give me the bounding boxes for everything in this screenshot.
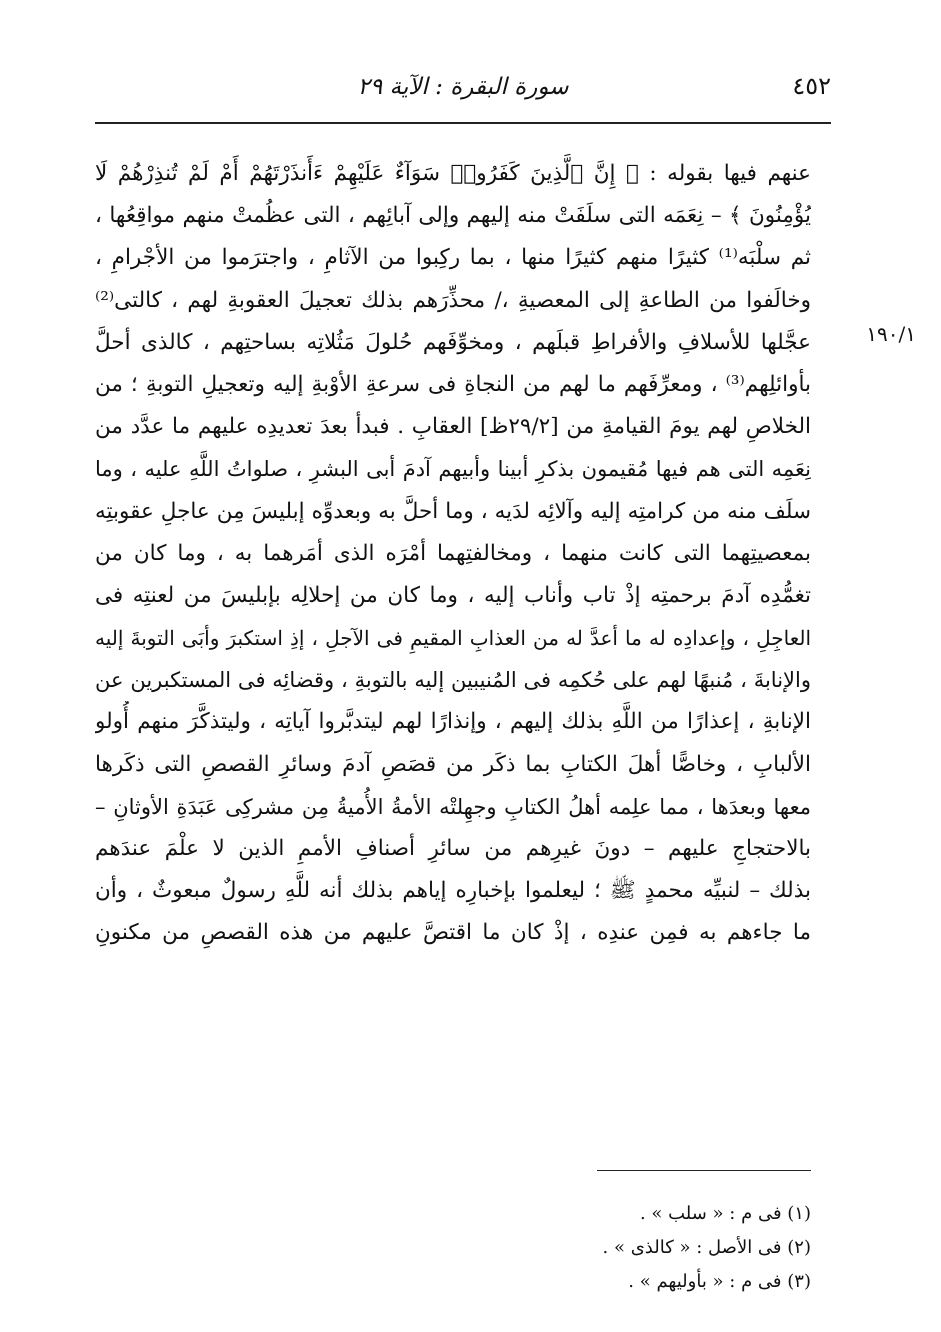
footnotes xyxy=(400,1197,811,1299)
text-line: ما جاءهم به فمِن عندِه ، إذْ كان ما اقتصَّ عليهم من هذه القصصِ من مكنونِ xyxy=(95,920,811,946)
text-line: الخلاصِ لهم يومَ القيامةِ من [٢٩/٢ظ] العقابِ . فبدأ بعدَ تعديدِه عليهم ما عدَّد من xyxy=(95,414,811,440)
text-line: بالاحتجاجِ عليهم – دونَ غيرِهم من سائرِ أصنافِ الأممِ الذين لا علْمَ عندَهم xyxy=(95,836,811,861)
text-line: والإنابةَ ، مُنبهًا لهم على حُكمِه فى المُنيبين إليه بالتوبةِ ، وقضائِه فى المستكبرين عن xyxy=(95,668,811,693)
footnote: (١) فى م : « سلب » . xyxy=(639,1203,811,1224)
text-line: الإنابةِ ، إعذارًا من اللَّهِ بذلك إليهم ، وإنذارًا لهم ليتدبَّروا آياتِه ، وليتذكَّرَ منهم أُولو xyxy=(95,709,811,735)
text-line: ثم سلْبَه⁽¹⁾ كثيرًا منهم كثيرًا منها ، بما ركِبوا من الآثامِ ، واجترَموا من الأجْرامِ ، xyxy=(95,245,811,271)
page-number: ٤٥٢ xyxy=(792,72,831,100)
text-line: معها وبعدَها ، مما علِمه أهلُ الكتابِ وجهِلتْه الأمةُ الأُميةُ مِن مشركِى عَبَدَةِ الأوثانِ – xyxy=(95,794,811,819)
text-line: تغمُّدِه آدمَ برحمتِه إذْ تاب وأناب إليه ، وما كان من إحلالِه بإبليسَ من لعنتِه فى xyxy=(95,582,811,608)
text-line: عجَّلها للأسلافِ والأفراطِ قبلَهم ، ومخوِّفَهم حُلولَ مَثُلاتِه بساحتِهم ، كالذى أحلَّ xyxy=(95,329,811,355)
text-line: نِعَمِه التى هم فيها مُقيمون بذكرِ أبينا وأبيهم آدمَ أبى البشرِ ، صلواتُ اللَّهِ عليه ، وما xyxy=(95,457,811,482)
text-line: بأوائلِهم⁽³⁾ ، ومعرِّفَهم ما لهم من النجاةِ فى سرعةِ الأوْبةِ إليه وتعجيلِ التوبةِ ؛ من xyxy=(95,371,811,397)
footnote-divider xyxy=(597,1170,811,1171)
footnote: (٢) فى الأصل : « كالذى » . xyxy=(602,1237,811,1258)
text-line: وخالَفوا من الطاعةِ إلى المعصيةِ ،/ محذِّرَهم بذلك تعجيلَ العقوبةِ لهم ، كالتى⁽²⁾ xyxy=(95,287,811,313)
text-line: العاجِلِ ، وإعدادِه له ما أعدَّ له من العذابِ المقيمِ فى الآجلِ ، إذِ استكبرَ وأبَى التوبةَ إليه xyxy=(95,626,811,651)
text-line: عنهم فيها بقوله : ﴿ إِنَّ ٱلَّذِينَ كَفَرُوا۟ سَوَآءٌ عَلَيْهِمْ ءَأَنذَرْتَهُمْ أَمْ لَمْ تُنذِرْهُمْ لَا xyxy=(95,161,811,186)
margin-reference: ١٩٠/١ xyxy=(866,322,916,346)
running-title: سورة البقرة : الآية ٢٩ xyxy=(357,74,569,100)
text-line: يُؤْمِنُونَ ﴾ – نِعَمَه التى سلَفَتْ منه إليهم وإلى آبائِهم ، التى عظُمتْ منهم مواقِعُها ، xyxy=(95,203,811,229)
header-divider xyxy=(95,122,831,124)
text-line: بمعصيتِهما التى كانت منهما ، ومخالفتِهما أمْرَه الذى أمَرهما به ، وما كان من xyxy=(95,540,811,566)
footnote: (٣) فى م : « بأوليهم » . xyxy=(628,1271,811,1292)
text-line: بذلك – لنبيِّه محمدٍ ﷺ ؛ ليعلموا بإخبارِه إياهم بذلك أنه للَّهِ رسولٌ مبعوثٌ ، وأن xyxy=(95,878,811,904)
body-text xyxy=(95,153,811,955)
text-line: سلَف منه من كرامتِه إليه وآلائِه لدَيه ، وما أحلَّ به وبعدوِّه إبليسَ مِن عاجلِ عقوبتِه xyxy=(95,498,811,524)
page-header xyxy=(95,72,831,108)
text-line: الألبابِ ، وخاصًّا أهلَ الكتابِ بما ذكَر من قصَصِ آدمَ وسائرِ القصصِ التى ذكَرها xyxy=(95,751,811,777)
